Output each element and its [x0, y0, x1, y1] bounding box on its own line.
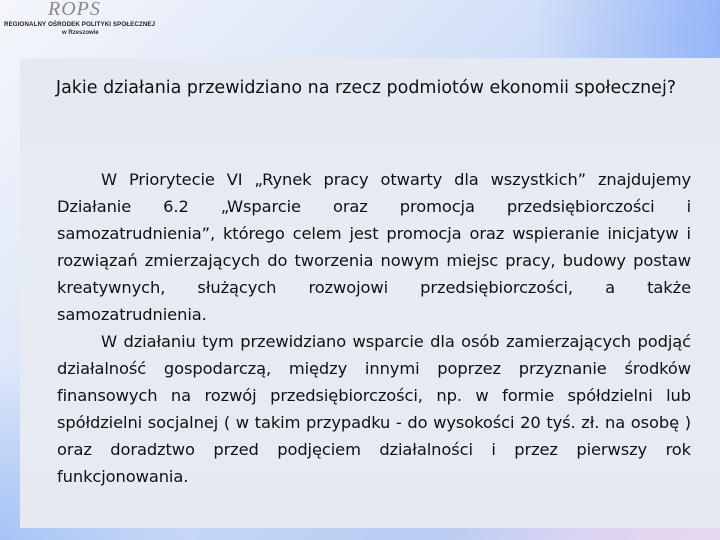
- slide-body: [57, 166, 691, 490]
- logo-org-name: REGIONALNY OŚRODEK POLITYKI SPOŁECZNEJ: [4, 21, 156, 28]
- logo-org-city: w Rzeszowie: [62, 30, 99, 36]
- rops-logo: [4, 0, 164, 42]
- paragraph-1: W Priorytecie VI „Rynek pracy otwarty dla wszystkich” znajdujemy Działanie 6.2 „Wsparcie oraz promocja przedsiębiorczości i samozatrudnienia”, którego celem jest promocja oraz wspieranie inicjatyw i rozwiązań zmierzających do tworzenia nowym miejsc pracy, budowy postaw kreatywnych, służących rozwojowi przedsiębiorczości, a także samozatrudnienia.: [57, 170, 691, 324]
- slide-title: Jakie działania przewidziano na rzecz podmiotów ekonomii społecznej?: [55, 78, 677, 98]
- logo-mark: ROPS: [48, 0, 101, 20]
- paragraph-2: W działaniu tym przewidziano wsparcie dla osób zamierzających podjąć działalność gospodarczą, między innymi poprzez przyznanie środków finansowych na rozwój przedsiębiorczości, np. w formie spółdzielni lub spółdzielni socjalnej ( w takim przypadku - do wysokości 20 tyś. zł. na osobę ) oraz doradztwo przed podjęciem działalności i przez pierwszy rok funkcjonowania.: [57, 332, 691, 486]
